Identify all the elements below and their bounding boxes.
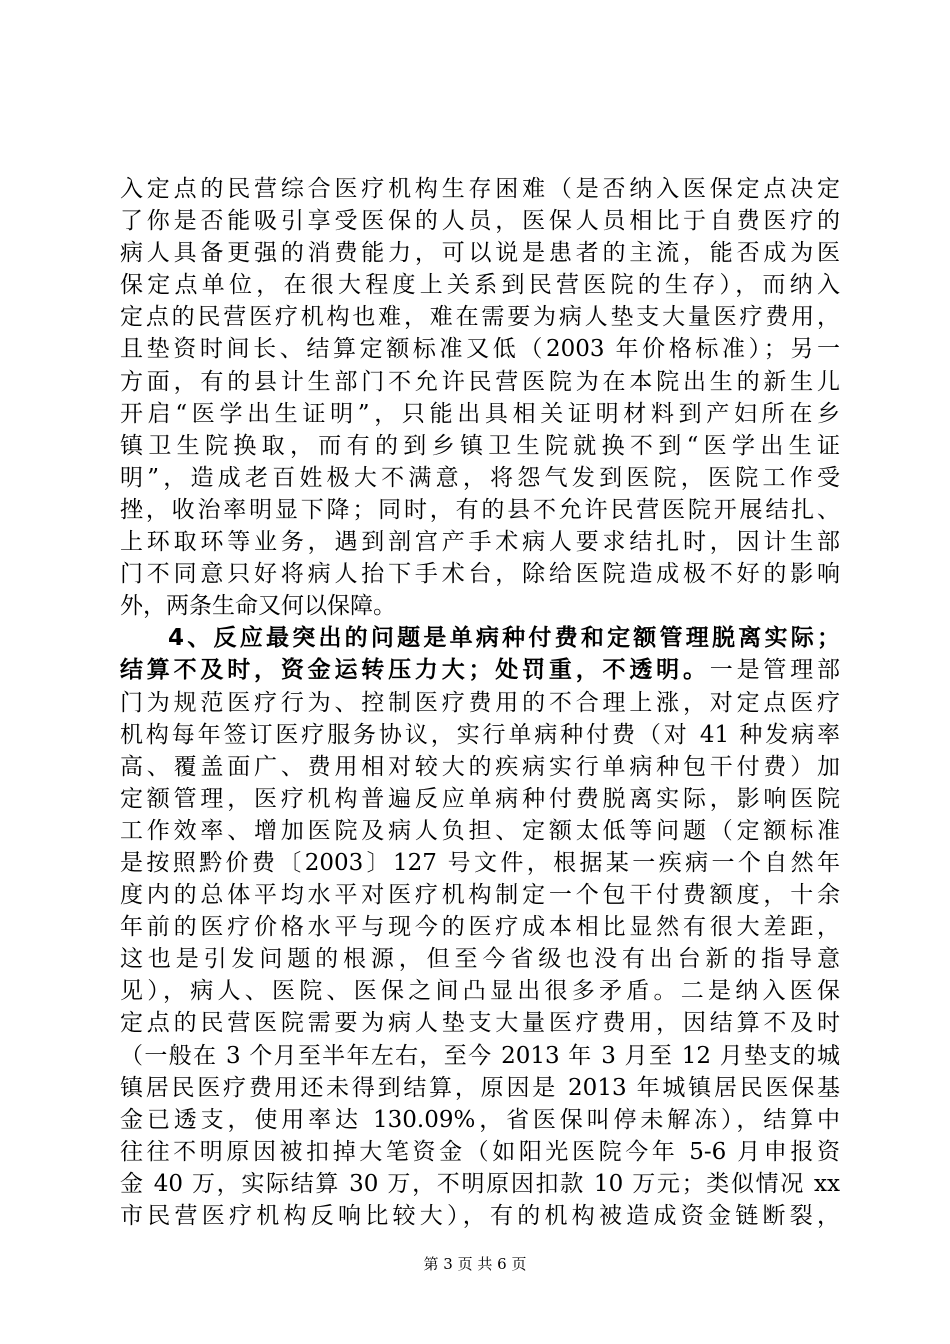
paragraph-line: 外，两条生命又何以保障。: [120, 593, 396, 620]
paragraph-line: 镇居民医疗费用还未得到结算，原因是 2013 年城镇居民医保基: [120, 1074, 840, 1101]
paragraph-line: 是按照黔价费〔2003〕127 号文件，根据某一疾病一个自然年: [120, 849, 840, 876]
paragraph-line: 了你是否能吸引享受医保的人员，医保人员相比于自费医疗的: [120, 208, 840, 235]
paragraph-line: 往往不明原因被扣掉大笔资金（如阳光医院今年 5-6 月申报资: [120, 1138, 840, 1165]
paragraph-line: 镇卫生院换取，而有的到乡镇卫生院就换不到“医学出生证: [120, 432, 840, 459]
paragraph-line: 工作效率、增加医院及病人负担、定额太低等问题（定额标准: [120, 817, 840, 844]
paragraph-line: 高、覆盖面广、费用相对较大的疾病实行单病种包干付费）加: [120, 753, 840, 780]
paragraph-line: 年前的医疗价格水平与现今的医疗成本相比显然有很大差距，: [120, 914, 840, 941]
paragraph-line: 定点的民营医院需要为病人垫支大量医疗费用，因结算不及时: [120, 1010, 840, 1037]
mixed-line: [120, 654, 840, 686]
regular-fragment: 一是管理部: [709, 657, 841, 684]
paragraph-line: 门为规范医疗行为、控制医疗费用的不合理上涨，对定点医疗: [120, 689, 840, 716]
body-text: [120, 173, 840, 1232]
paragraph-line: 见），病人、医院、医保之间凸显出很多矛盾。二是纳入医保: [120, 978, 840, 1005]
paragraph-line: 机构每年签订医疗服务协议，实行单病种付费（对 41 种发病率: [120, 721, 840, 748]
paragraph-line: 方面，有的县计生部门不允许民营医院为在本院出生的新生儿: [120, 368, 840, 395]
paragraph-line: 保定点单位，在很大程度上关系到民营医院的生存），而纳入: [120, 272, 840, 299]
paragraph-line: 定额管理，医疗机构普遍反应单病种付费脱离实际，影响医院: [120, 785, 840, 812]
paragraph-line: 这也是引发问题的根源，但至今省级也没有出台新的指导意: [120, 946, 840, 973]
paragraph-line: 且垫资时间长、结算定额标准又低（2003 年价格标准）；另一: [120, 336, 840, 363]
paragraph-line: （一般在 3 个月至半年左右，至今 2013 年 3 月至 12 月垫支的城: [120, 1042, 840, 1069]
page-number-footer: 第 3 页 共 6 页: [423, 1255, 527, 1273]
paragraph-line: 度内的总体平均水平对医疗机构制定一个包干付费额度，十余: [120, 882, 840, 909]
bold-heading-fragment: 结算不及时，资金运转压力大；处罚重，不透明。: [120, 657, 710, 684]
paragraph-line: 金 40 万，实际结算 30 万，不明原因扣款 10 万元；类似情况 xx: [120, 1170, 840, 1197]
paragraph-line: 病人具备更强的消费能力，可以说是患者的主流，能否成为医: [120, 240, 840, 267]
section-heading-line: 4、反应最突出的问题是单病种付费和定额管理脱离实际；: [168, 625, 840, 652]
paragraph-line: 挫，收治率明显下降；同时，有的县不允许民营医院开展结扎、: [120, 496, 840, 523]
paragraph-line: 上环取环等业务，遇到剖宫产手术病人要求结扎时，因计生部: [120, 529, 840, 556]
paragraph-line: 门不同意只好将病人抬下手术台，除给医院造成极不好的影响: [120, 561, 840, 588]
paragraph-line: 开启“医学出生证明”，只能出具相关证明材料到产妇所在乡: [120, 400, 840, 427]
paragraph-line: 金已透支，使用率达 130.09%，省医保叫停未解冻），结算中: [120, 1106, 840, 1133]
paragraph-line: 定点的民营医疗机构也难，难在需要为病人垫支大量医疗费用，: [120, 304, 840, 331]
paragraph-line: 明”，造成老百姓极大不满意，将怨气发到医院，医院工作受: [120, 464, 840, 491]
paragraph-line: 市民营医疗机构反响比较大），有的机构被造成资金链断裂，: [120, 1203, 840, 1229]
paragraph-line: 入定点的民营综合医疗机构生存困难（是否纳入医保定点决定: [120, 176, 840, 202]
